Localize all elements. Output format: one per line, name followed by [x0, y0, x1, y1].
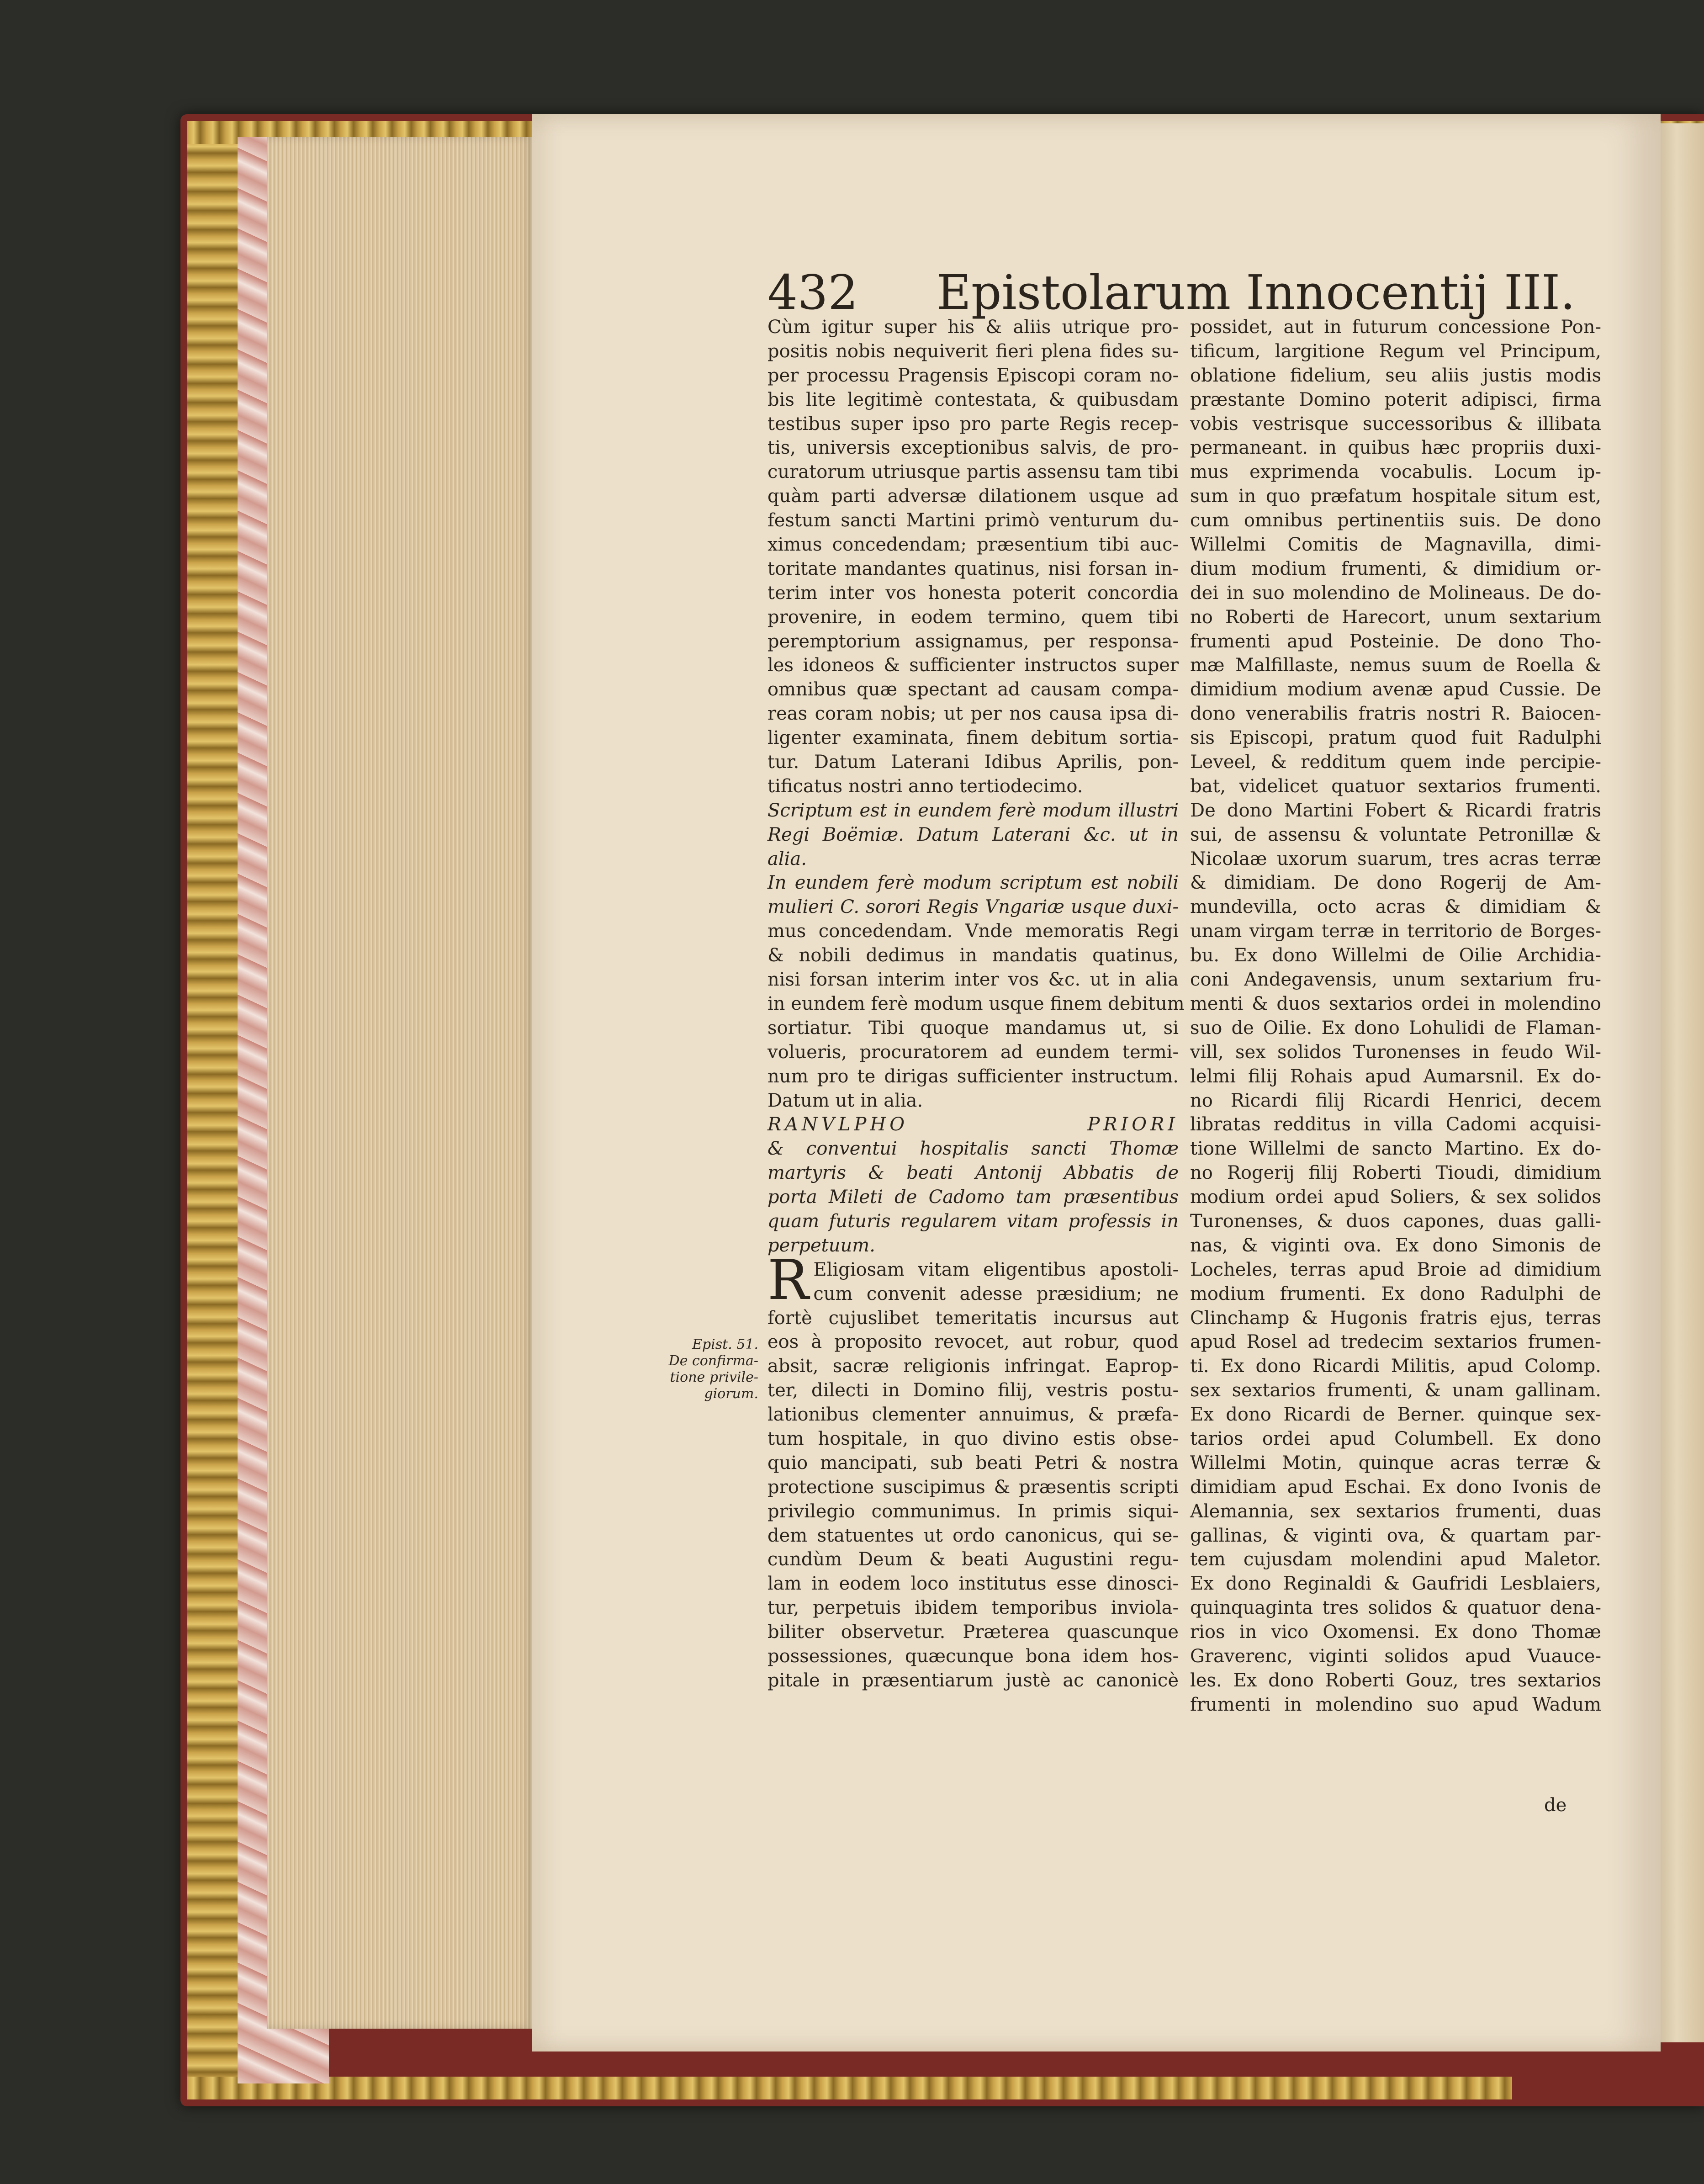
- text-line: dei in suo molendino de Molineaus. De do-: [1190, 582, 1601, 604]
- catchword: de: [1544, 1795, 1567, 1816]
- text-line: reas coram nobis; ut per nos causa ipsa di-: [767, 703, 1179, 725]
- text-line: porta Mileti de Cadomo tam præsentibus: [767, 1187, 1179, 1208]
- text-line: tur. Datum Laterani Idibus Aprilis, pon-: [767, 752, 1179, 773]
- text-line: sex sextarios frumenti, & unam gallinam.: [1190, 1380, 1601, 1401]
- text-line: gallinas, & viginti ova, & quartam par-: [1190, 1525, 1601, 1546]
- text-line: tarios ordei apud Columbell. Ex dono: [1190, 1428, 1601, 1449]
- text-line: possidet, aut in futurum concessione Pon-: [1190, 317, 1601, 338]
- page-number: 432: [767, 265, 858, 320]
- left-text-column: [767, 315, 1185, 1693]
- text-line: Locheles, terras apud Broie ad dimidium: [1190, 1259, 1601, 1280]
- marginal-note-line: De confirma-: [668, 1353, 758, 1369]
- page-fore-edge: [267, 137, 532, 2029]
- text-line: bu. Ex dono Willelmi de Oilie Archidia-: [1190, 945, 1601, 966]
- text-line: lationibus clementer annuimus, & præfa-: [767, 1404, 1179, 1426]
- gilt-edge-bottom: [187, 2077, 1512, 2099]
- text-line: sis Episcopi, pratum quod fuit Radulphi: [1190, 727, 1601, 749]
- text-line: ligenter examinata, finem debitum sortia-: [767, 727, 1179, 749]
- text-line: mæ Malfillaste, nemus suum de Roella &: [1190, 655, 1601, 676]
- text-line: tificum, largitione Regum vel Principum,: [1190, 340, 1601, 362]
- text-line: alia.: [767, 848, 807, 869]
- text-line: Alemannia, sex sextarios frumenti, duas: [1190, 1500, 1601, 1522]
- text-line: testibus super ipso pro parte Regis recep-: [767, 413, 1179, 435]
- text-line: Ex dono Reginaldi & Gaufridi Lesblaiers,: [1190, 1573, 1601, 1595]
- text-line: libratas redditus in villa Cadomi acquisi-: [1190, 1114, 1601, 1135]
- text-line-content: Eligiosam vitam eligentibus apostoli-: [813, 1259, 1179, 1280]
- text-line: & dimidiam. De dono Rogerij de Am-: [1190, 872, 1601, 894]
- text-line: coni Andegavensis, unum sextarium fru-: [1190, 969, 1601, 991]
- text-line: modium ordei apud Soliers, & sex solidos: [1190, 1187, 1601, 1208]
- text-line: dono venerabilis fratris nostri R. Baiocen-: [1190, 703, 1601, 725]
- text-line: Graverenc, viginti solidos apud Vuauce-: [1190, 1645, 1601, 1667]
- right-text-column: [1190, 315, 1601, 1717]
- text-line: positis nobis nequiverit fieri plena fides su-: [767, 340, 1179, 362]
- text-line: mundevilla, octo acras & dimidiam &: [1190, 896, 1601, 918]
- text-line: dium modium frumenti, & dimidium or-: [1190, 558, 1601, 579]
- text-line: nas, & viginti ova. Ex dono Simonis de: [1190, 1235, 1601, 1256]
- text-line: toritate mandantes quatinus, nisi forsan in-: [767, 558, 1179, 579]
- text-line: num pro te dirigas sufficienter instructum.: [767, 1065, 1179, 1087]
- text-line: tis, universis exceptionibus salvis, de pro-: [767, 437, 1179, 459]
- text-line: dimidium modium avenæ apud Cussie. De: [1190, 679, 1601, 700]
- text-line: Turonenses, & duos capones, duas galli-: [1190, 1210, 1601, 1232]
- text-line: cundùm Deum & beati Augustini regu-: [767, 1549, 1179, 1570]
- text-line: præstante Domino poterit adipisci, firma: [1190, 389, 1601, 410]
- marginal-note-line: tione privile-: [670, 1369, 758, 1385]
- text-line: perpetuum.: [767, 1235, 875, 1256]
- text-line: Willelmi Comitis de Magnavilla, dimi-: [1190, 534, 1601, 556]
- text-line: De dono Martini Fobert & Ricardi fratris: [1190, 800, 1601, 821]
- text-line: Regi Boëmiæ. Datum Laterani &c. ut in: [767, 824, 1179, 845]
- text-line: mulieri C. sorori Regis Vngariæ usque duxi-: [767, 896, 1179, 918]
- text-line: absit, sacræ religionis infringat. Eaprop-: [767, 1356, 1179, 1377]
- facing-page-edge: [1658, 123, 1704, 2042]
- text-line: Scriptum est in eundem ferè modum illustri: [767, 800, 1179, 821]
- text-line: Willelmi Motin, quinque acras terræ &: [1190, 1452, 1601, 1474]
- text-line: per processu Pragensis Episcopi coram no-: [767, 365, 1179, 386]
- text-line: vill, sex solidos Turonenses in feudo Wil-: [1190, 1041, 1601, 1063]
- text-line: quàm parti adversæ dilationem usque ad: [767, 486, 1179, 507]
- text-line: frumenti apud Posteinie. De dono Tho-: [1190, 631, 1601, 652]
- drop-initial: R: [767, 1248, 809, 1312]
- text-line: bis lite legitimè contestata, & quibusdam: [767, 389, 1179, 410]
- text-line: mus exprimenda vocabulis. Locum ip-: [1190, 461, 1601, 483]
- text-line: Clinchamp & Hugonis fratris ejus, terras: [1190, 1307, 1601, 1329]
- running-title: Epistolarum Innocentij III.: [937, 265, 1576, 320]
- text-line: quio mancipati, sub beati Petri & nostra: [767, 1452, 1179, 1474]
- text-line: curatorum utriusque partis assensu tam tibi: [767, 461, 1179, 483]
- text-line: RANVLPHO PRIORI: [767, 1114, 1179, 1135]
- text-line: cum convenit adesse præsidium; ne: [813, 1283, 1179, 1304]
- marginal-note-line: giorum.: [704, 1386, 758, 1402]
- text-line: cum omnibus pertinentiis suis. De dono: [1190, 510, 1601, 531]
- text-line: no Rogerij filij Roberti Tioudi, dimidium: [1190, 1162, 1601, 1184]
- marginal-note: [649, 1336, 758, 1402]
- text-line: no Ricardi filij Ricardi Henrici, decem: [1190, 1090, 1601, 1111]
- text-line: Ex dono Ricardi de Berner. quinque sex-: [1190, 1404, 1601, 1426]
- text-line: sui, de assensu & voluntate Petronillæ &: [1190, 824, 1601, 845]
- text-line: pitale in præsentiarum justè ac canonicè: [767, 1670, 1179, 1691]
- text-line: tificatus nostri anno tertiodecimo.: [767, 775, 1083, 797]
- text-line: volueris, procuratorem ad eundem termi-: [767, 1041, 1179, 1063]
- text-line: rios in vico Oxomensi. Ex dono Thomæ: [1190, 1622, 1601, 1643]
- text-line: quam futuris regularem vitam professis in: [767, 1210, 1179, 1232]
- text-line: lam in eodem loco institutus esse dinosci-: [767, 1573, 1179, 1595]
- text-line: tem cujusdam molendini apud Maletor.: [1190, 1549, 1601, 1570]
- text-line: & conventui hospitalis sancti Thomæ: [767, 1138, 1179, 1160]
- text-line: Leveel, & redditum quem inde percipie-: [1190, 752, 1601, 773]
- text-line: vobis vestrisque successoribus & illibata: [1190, 413, 1601, 435]
- text-line: peremptorium assignamus, per responsa-: [767, 631, 1179, 652]
- text-line: modium frumenti. Ex dono Radulphi de: [1190, 1283, 1601, 1304]
- text-line: terim inter vos honesta poterit concordia: [767, 582, 1179, 604]
- text-line: In eundem ferè modum scriptum est nobili: [767, 872, 1179, 894]
- text-line: menti & duos sextarios ordei in molendino: [1190, 993, 1601, 1014]
- text-line: lelmi filij Rohais apud Aumarsnil. Ex do-: [1190, 1065, 1601, 1087]
- text-line: martyris & beati Antonij Abbatis de: [767, 1162, 1179, 1184]
- text-line: nisi forsan interim inter vos &c. ut in alia: [767, 969, 1179, 991]
- text-line: privilegio communimus. In primis siqui-: [767, 1500, 1179, 1522]
- text-line: possessiones, quæcunque bona idem hos-: [767, 1645, 1179, 1667]
- text-line: dimidiam apud Eschai. Ex dono Ivonis de: [1190, 1476, 1601, 1498]
- text-line: les. Ex dono Roberti Gouz, tres sextarios: [1190, 1670, 1601, 1691]
- text-line: apud Rosel ad tredecim sextarios frumen-: [1190, 1331, 1601, 1353]
- text-line: protectione suscipimus & præsentis scripti: [767, 1476, 1179, 1498]
- marginal-note-line: Epist. 51.: [692, 1336, 758, 1352]
- text-line: Cùm igitur super his & aliis utrique pro-: [767, 317, 1179, 338]
- text-line: tum hospitale, in quo divino estis obse-: [767, 1428, 1179, 1449]
- text-line: bat, videlicet quatuor sextarios frumenti.: [1190, 775, 1601, 797]
- text-line: sortiatur. Tibi quoque mandamus ut, si: [767, 1017, 1179, 1039]
- text-line: provenire, in eodem termino, quem tibi: [767, 606, 1179, 628]
- text-line: les idoneos & sufficienter instructos super: [767, 655, 1179, 676]
- text-line: ter, dilecti in Domino filij, vestris postu-: [767, 1380, 1179, 1401]
- text-line: ti. Ex dono Ricardi Militis, apud Colomp.: [1190, 1356, 1601, 1377]
- text-line: & nobili dedimus in mandatis quatinus,: [767, 945, 1179, 966]
- text-line: oblatione fidelium, seu aliis justis modis: [1190, 365, 1601, 386]
- text-line: festum sancti Martini primò venturum du-: [767, 510, 1179, 531]
- text-line: tione Willelmi de sancto Martino. Ex do-: [1190, 1138, 1601, 1160]
- text-line: sum in quo præfatum hospitale situm est,: [1190, 486, 1601, 507]
- text-line: tur, perpetuis ibidem temporibus inviola-: [767, 1597, 1179, 1619]
- text-line: permaneant. in quibus hæc propriis duxi-: [1190, 437, 1601, 459]
- text-line: quinquaginta tres solidos & quatuor dena-: [1190, 1597, 1601, 1619]
- text-line: Nicolaæ uxorum suarum, tres acras terræ: [1190, 848, 1601, 869]
- text-line: no Roberti de Harecort, unum sextarium: [1190, 606, 1601, 628]
- text-line: dem statuentes ut ordo canonicus, qui se-: [767, 1525, 1179, 1546]
- text-line: fortè cujuslibet temeritatis incursus aut: [767, 1307, 1179, 1329]
- text-line: eos à proposito revocet, aut robur, quod: [767, 1331, 1179, 1353]
- text-line: omnibus quæ spectant ad causam compa-: [767, 679, 1179, 700]
- text-line: Datum ut in alia.: [767, 1090, 923, 1111]
- text-line: ximus concedendam; præsentium tibi auc-: [767, 534, 1179, 556]
- text-line: frumenti in molendino suo apud Wadum: [1190, 1694, 1601, 1715]
- text-line: suo de Oilie. Ex dono Lohulidi de Flaman-: [1190, 1017, 1601, 1039]
- text-line: biliter observetur. Præterea quascunque: [767, 1622, 1179, 1643]
- text-line: unam virgam terræ in territorio de Borges-: [1190, 921, 1601, 942]
- text-line: in eundem ferè modum usque finem debitum: [767, 993, 1185, 1014]
- text-line: mus concedendam. Vnde memoratis Regi: [767, 921, 1179, 942]
